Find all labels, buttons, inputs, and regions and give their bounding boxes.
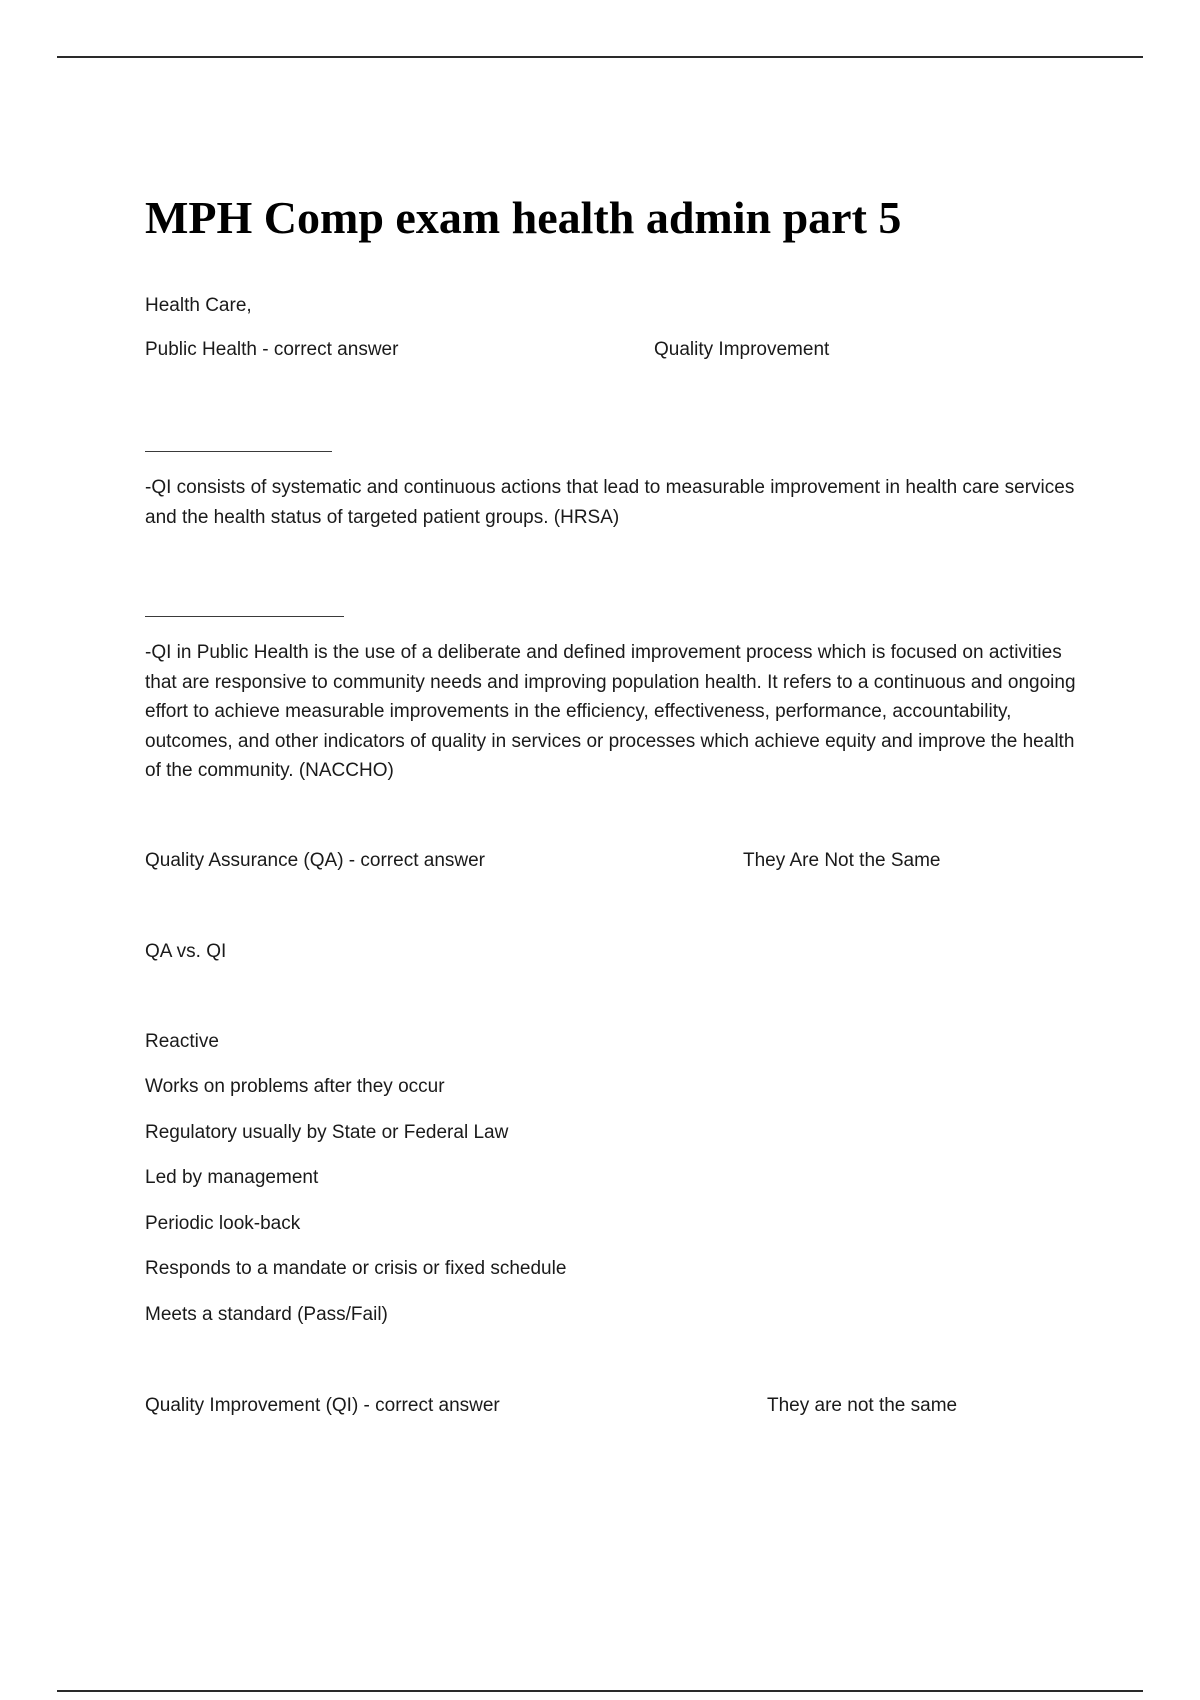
blank-line	[145, 451, 332, 452]
q2-question: Quality Assurance (QA) - correct answer	[145, 850, 485, 871]
page-title: MPH Comp exam health admin part 5	[145, 192, 902, 243]
q1-answer: Quality Improvement	[654, 339, 830, 360]
paragraph-hrsa: -QI consists of systematic and continuous actions that lead to measurable improvement in health care services and the health status of targeted patient groups. (HRSA)	[145, 477, 1075, 528]
footer-rule	[57, 1690, 1143, 1692]
blank-line	[145, 616, 344, 617]
qa-list-item: Meets a standard (Pass/Fail)	[145, 1304, 388, 1325]
qa-list-item: Regulatory usually by State or Federal Law	[145, 1122, 509, 1143]
q1-question: Public Health - correct answer	[145, 339, 399, 360]
q2-answer: They Are Not the Same	[743, 850, 941, 871]
qa-list-item: Responds to a mandate or crisis or fixed schedule	[145, 1258, 567, 1279]
header-rule	[57, 56, 1143, 58]
comparison-heading: QA vs. QI	[145, 941, 227, 962]
qa-list-item: Reactive	[145, 1031, 219, 1052]
q3-answer: They are not the same	[767, 1395, 958, 1416]
intro-line: Health Care,	[145, 295, 252, 316]
qa-list-item: Periodic look-back	[145, 1213, 301, 1234]
q3-question: Quality Improvement (QI) - correct answer	[145, 1395, 500, 1416]
paragraph-naccho: -QI in Public Health is the use of a deliberate and defined improvement process which is focused on activities that are responsive to community needs and improving population health. It refers to a continuous and ongoing effort to achieve measurable improvements in the efficiency, effectiveness, performance, accountability, outcomes, and other indicators of quality in services or processes which achieve equity and improve the health of the community. (NACCHO)	[145, 642, 1076, 781]
qa-list-item: Led by management	[145, 1167, 319, 1188]
qa-list-item: Works on problems after they occur	[145, 1076, 445, 1097]
